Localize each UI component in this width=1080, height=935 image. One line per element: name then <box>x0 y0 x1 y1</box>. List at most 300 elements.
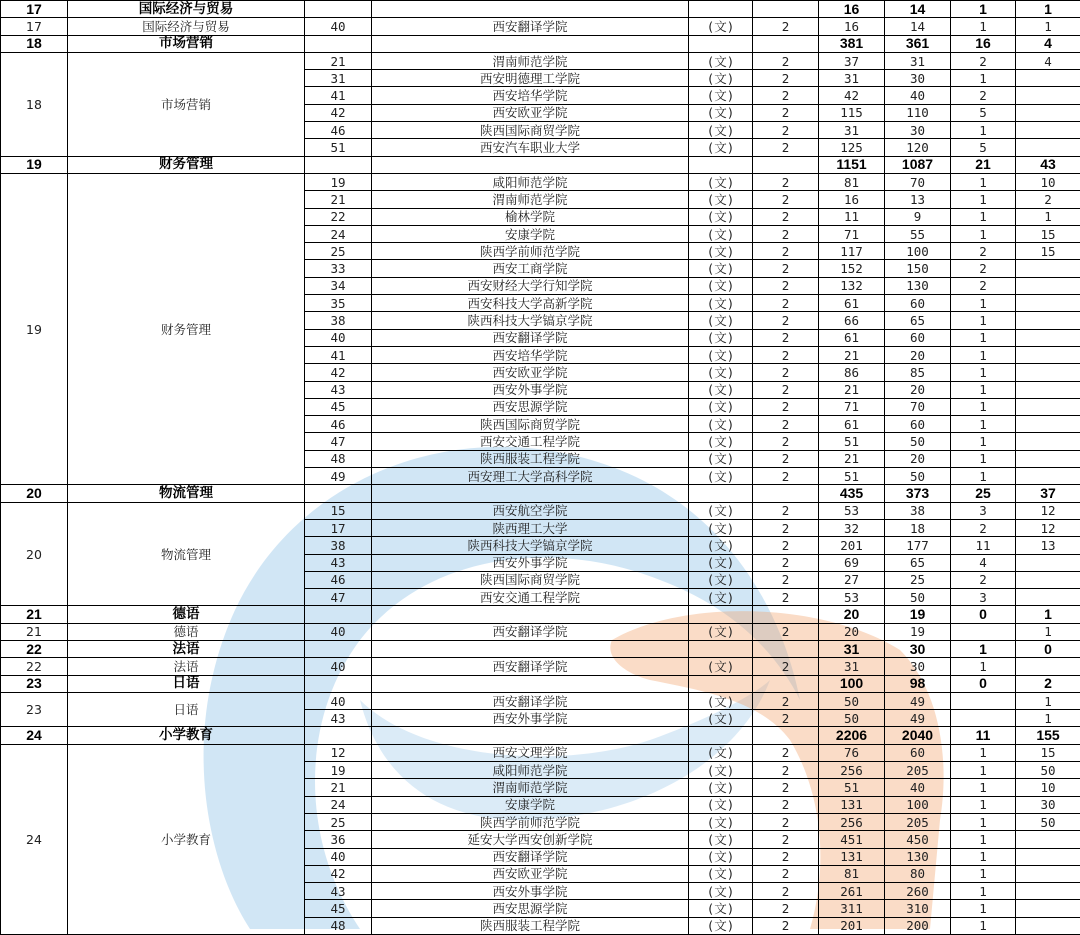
school-code: 36 <box>305 831 372 848</box>
table-row <box>1 692 1080 709</box>
col-3-count: 1 <box>951 122 1016 139</box>
school-code: 42 <box>305 865 372 882</box>
school-name: 西安外事学院 <box>372 710 689 727</box>
school-name: 西安工商学院 <box>372 260 689 277</box>
col-3-count <box>951 710 1016 727</box>
subject-type: (文) <box>689 692 753 709</box>
group-total-enrolled: 98 <box>885 675 951 692</box>
empty-cell <box>305 675 372 692</box>
program-years: 2 <box>753 416 819 433</box>
col-4-count <box>1016 468 1080 485</box>
col-3-count: 1 <box>951 18 1016 35</box>
school-name: 安康学院 <box>372 796 689 813</box>
subject-type: (文) <box>689 779 753 796</box>
table-body <box>1 1 1080 935</box>
school-name: 西安交通工程学院 <box>372 433 689 450</box>
group-id: 17 <box>1 1 68 18</box>
enrolled-count: 65 <box>885 554 951 571</box>
col-4-count: 1 <box>1016 692 1080 709</box>
school-code: 40 <box>305 692 372 709</box>
enrolled-count: 60 <box>885 329 951 346</box>
school-name: 渭南师范学院 <box>372 191 689 208</box>
col-3-count: 1 <box>951 173 1016 190</box>
plan-count: 21 <box>819 381 885 398</box>
enrolled-count: 40 <box>885 779 951 796</box>
school-name: 陕西学前师范学院 <box>372 243 689 260</box>
program-years: 2 <box>753 295 819 312</box>
group-total-col4: 2 <box>1016 675 1080 692</box>
col-4-count <box>1016 122 1080 139</box>
col-4-count <box>1016 329 1080 346</box>
school-code: 41 <box>305 87 372 104</box>
group-total-col3: 0 <box>951 675 1016 692</box>
empty-cell <box>753 35 819 52</box>
school-code: 46 <box>305 416 372 433</box>
enrolled-count: 55 <box>885 225 951 242</box>
subject-type: (文) <box>689 260 753 277</box>
school-name: 西安翻译学院 <box>372 623 689 640</box>
school-name: 西安航空学院 <box>372 502 689 519</box>
plan-count: 201 <box>819 917 885 934</box>
col-4-count: 4 <box>1016 52 1080 69</box>
school-code: 43 <box>305 710 372 727</box>
col-4-count <box>1016 277 1080 294</box>
program-years: 2 <box>753 883 819 900</box>
col-4-count: 30 <box>1016 796 1080 813</box>
col-3-count: 1 <box>951 917 1016 934</box>
program-years: 2 <box>753 346 819 363</box>
row-major-id: 19 <box>1 173 68 484</box>
col-4-count <box>1016 831 1080 848</box>
school-name: 陕西理工大学 <box>372 519 689 536</box>
enrolled-count: 177 <box>885 537 951 554</box>
row-major-name: 国际经济与贸易 <box>68 18 305 35</box>
enrolled-count: 9 <box>885 208 951 225</box>
enrolled-count: 14 <box>885 18 951 35</box>
program-years: 2 <box>753 865 819 882</box>
col-3-count: 3 <box>951 502 1016 519</box>
empty-cell <box>753 485 819 502</box>
enrolled-count: 50 <box>885 468 951 485</box>
school-code: 43 <box>305 883 372 900</box>
table-row <box>1 173 1080 190</box>
enrolled-count: 19 <box>885 623 951 640</box>
empty-cell <box>689 485 753 502</box>
group-total-plan: 381 <box>819 35 885 52</box>
subject-type: (文) <box>689 329 753 346</box>
col-4-count: 15 <box>1016 243 1080 260</box>
plan-count: 311 <box>819 900 885 917</box>
empty-cell <box>689 1 753 18</box>
col-3-count: 2 <box>951 277 1016 294</box>
school-name: 渭南师范学院 <box>372 52 689 69</box>
program-years: 2 <box>753 225 819 242</box>
plan-count: 53 <box>819 589 885 606</box>
subject-type: (文) <box>689 658 753 675</box>
plan-count: 21 <box>819 346 885 363</box>
plan-count: 42 <box>819 87 885 104</box>
enrolled-count: 50 <box>885 433 951 450</box>
school-code: 33 <box>305 260 372 277</box>
plan-count: 50 <box>819 692 885 709</box>
program-years: 2 <box>753 468 819 485</box>
school-code: 40 <box>305 329 372 346</box>
school-code: 43 <box>305 554 372 571</box>
subject-type: (文) <box>689 762 753 779</box>
enrolled-count: 13 <box>885 191 951 208</box>
empty-cell <box>372 606 689 623</box>
empty-cell <box>372 675 689 692</box>
subject-type: (文) <box>689 208 753 225</box>
program-years: 2 <box>753 658 819 675</box>
empty-cell <box>372 1 689 18</box>
school-code: 34 <box>305 277 372 294</box>
program-years: 2 <box>753 381 819 398</box>
group-id: 23 <box>1 675 68 692</box>
school-name: 陕西科技大学镐京学院 <box>372 312 689 329</box>
school-code: 42 <box>305 104 372 121</box>
program-years: 2 <box>753 191 819 208</box>
col-3-count: 1 <box>951 208 1016 225</box>
program-years: 2 <box>753 208 819 225</box>
school-code: 25 <box>305 243 372 260</box>
empty-cell <box>372 640 689 657</box>
subject-type: (文) <box>689 519 753 536</box>
group-header-row <box>1 1 1080 18</box>
subject-type: (文) <box>689 70 753 87</box>
group-total-col4: 4 <box>1016 35 1080 52</box>
table-row <box>1 502 1080 519</box>
col-4-count <box>1016 312 1080 329</box>
school-code: 38 <box>305 312 372 329</box>
col-4-count: 1 <box>1016 710 1080 727</box>
subject-type: (文) <box>689 554 753 571</box>
program-years: 2 <box>753 900 819 917</box>
plan-count: 50 <box>819 710 885 727</box>
enrolled-count: 18 <box>885 519 951 536</box>
subject-type: (文) <box>689 468 753 485</box>
enrolled-count: 100 <box>885 796 951 813</box>
plan-count: 37 <box>819 52 885 69</box>
enrolled-count: 70 <box>885 173 951 190</box>
col-4-count <box>1016 883 1080 900</box>
plan-count: 27 <box>819 571 885 588</box>
school-name: 西安翻译学院 <box>372 329 689 346</box>
plan-count: 61 <box>819 416 885 433</box>
enrolled-count: 20 <box>885 381 951 398</box>
empty-cell <box>305 640 372 657</box>
group-total-enrolled: 1087 <box>885 156 951 173</box>
group-id: 22 <box>1 640 68 657</box>
group-name: 物流管理 <box>68 485 305 502</box>
school-code: 40 <box>305 18 372 35</box>
program-years: 2 <box>753 450 819 467</box>
program-years: 2 <box>753 52 819 69</box>
row-major-name: 日语 <box>68 692 305 727</box>
col-3-count: 1 <box>951 883 1016 900</box>
program-years: 2 <box>753 87 819 104</box>
subject-type: (文) <box>689 416 753 433</box>
plan-count: 20 <box>819 623 885 640</box>
subject-type: (文) <box>689 104 753 121</box>
col-4-count <box>1016 589 1080 606</box>
school-name: 西安翻译学院 <box>372 848 689 865</box>
row-major-name: 法语 <box>68 658 305 675</box>
school-code: 35 <box>305 295 372 312</box>
group-header-row <box>1 675 1080 692</box>
col-3-count: 2 <box>951 243 1016 260</box>
enrolled-count: 205 <box>885 813 951 830</box>
school-code: 46 <box>305 122 372 139</box>
empty-cell <box>753 1 819 18</box>
subject-type: (文) <box>689 173 753 190</box>
group-total-col4: 0 <box>1016 640 1080 657</box>
subject-type: (文) <box>689 243 753 260</box>
group-total-enrolled: 361 <box>885 35 951 52</box>
group-name: 小学教育 <box>68 727 305 744</box>
school-name: 渭南师范学院 <box>372 779 689 796</box>
group-header-row <box>1 727 1080 744</box>
col-4-count: 50 <box>1016 762 1080 779</box>
plan-count: 31 <box>819 70 885 87</box>
plan-count: 256 <box>819 813 885 830</box>
col-3-count: 1 <box>951 329 1016 346</box>
school-name: 咸阳师范学院 <box>372 762 689 779</box>
row-major-id: 21 <box>1 623 68 640</box>
program-years: 2 <box>753 502 819 519</box>
subject-type: (文) <box>689 744 753 761</box>
program-years: 2 <box>753 329 819 346</box>
group-id: 19 <box>1 156 68 173</box>
enrolled-count: 60 <box>885 744 951 761</box>
enrolled-count: 310 <box>885 900 951 917</box>
group-header-row <box>1 35 1080 52</box>
col-4-count: 10 <box>1016 173 1080 190</box>
col-4-count: 12 <box>1016 519 1080 536</box>
school-name: 西安欧亚学院 <box>372 104 689 121</box>
col-4-count: 50 <box>1016 813 1080 830</box>
col-3-count: 5 <box>951 139 1016 156</box>
group-total-enrolled: 14 <box>885 1 951 18</box>
school-code: 21 <box>305 779 372 796</box>
col-3-count: 1 <box>951 900 1016 917</box>
empty-cell <box>689 727 753 744</box>
group-total-plan: 20 <box>819 606 885 623</box>
program-years: 2 <box>753 277 819 294</box>
plan-count: 11 <box>819 208 885 225</box>
empty-cell <box>305 485 372 502</box>
col-3-count: 1 <box>951 346 1016 363</box>
school-name: 西安汽车职业大学 <box>372 139 689 156</box>
plan-count: 16 <box>819 191 885 208</box>
plan-count: 115 <box>819 104 885 121</box>
group-name: 市场营销 <box>68 35 305 52</box>
row-major-id: 23 <box>1 692 68 727</box>
school-name: 安康学院 <box>372 225 689 242</box>
col-4-count <box>1016 87 1080 104</box>
subject-type: (文) <box>689 381 753 398</box>
school-code: 24 <box>305 225 372 242</box>
subject-type: (文) <box>689 813 753 830</box>
school-code: 51 <box>305 139 372 156</box>
enrolled-count: 60 <box>885 416 951 433</box>
school-name: 西安翻译学院 <box>372 658 689 675</box>
col-3-count <box>951 692 1016 709</box>
col-4-count <box>1016 346 1080 363</box>
program-years: 2 <box>753 122 819 139</box>
col-3-count: 1 <box>951 848 1016 865</box>
subject-type: (文) <box>689 831 753 848</box>
enrolled-count: 205 <box>885 762 951 779</box>
col-3-count: 2 <box>951 571 1016 588</box>
school-code: 12 <box>305 744 372 761</box>
empty-cell <box>689 675 753 692</box>
subject-type: (文) <box>689 346 753 363</box>
program-years: 2 <box>753 398 819 415</box>
school-code: 45 <box>305 398 372 415</box>
subject-type: (文) <box>689 122 753 139</box>
program-years: 2 <box>753 260 819 277</box>
program-years: 2 <box>753 173 819 190</box>
group-total-enrolled: 2040 <box>885 727 951 744</box>
group-header-row <box>1 606 1080 623</box>
school-code: 40 <box>305 848 372 865</box>
enrolled-count: 49 <box>885 710 951 727</box>
group-total-enrolled: 373 <box>885 485 951 502</box>
plan-count: 53 <box>819 502 885 519</box>
col-4-count <box>1016 450 1080 467</box>
col-3-count: 1 <box>951 225 1016 242</box>
row-major-id: 18 <box>1 52 68 156</box>
plan-count: 61 <box>819 295 885 312</box>
col-4-count <box>1016 917 1080 934</box>
col-3-count: 1 <box>951 416 1016 433</box>
empty-cell <box>305 1 372 18</box>
school-name: 西安欧亚学院 <box>372 865 689 882</box>
plan-count: 51 <box>819 433 885 450</box>
col-4-count: 1 <box>1016 18 1080 35</box>
enrolled-count: 30 <box>885 658 951 675</box>
col-4-count: 2 <box>1016 191 1080 208</box>
empty-cell <box>753 640 819 657</box>
table-row <box>1 52 1080 69</box>
program-years: 2 <box>753 589 819 606</box>
school-code: 21 <box>305 191 372 208</box>
group-header-row <box>1 485 1080 502</box>
plan-count: 51 <box>819 779 885 796</box>
school-code: 46 <box>305 571 372 588</box>
col-4-count: 15 <box>1016 744 1080 761</box>
group-name: 日语 <box>68 675 305 692</box>
subject-type: (文) <box>689 18 753 35</box>
enrolled-count: 20 <box>885 450 951 467</box>
school-code: 17 <box>305 519 372 536</box>
school-name: 陕西国际商贸学院 <box>372 571 689 588</box>
enrolled-count: 65 <box>885 312 951 329</box>
col-4-count <box>1016 900 1080 917</box>
subject-type: (文) <box>689 87 753 104</box>
plan-count: 16 <box>819 18 885 35</box>
group-name: 财务管理 <box>68 156 305 173</box>
subject-type: (文) <box>689 796 753 813</box>
enrolled-count: 31 <box>885 52 951 69</box>
school-code: 47 <box>305 433 372 450</box>
table-row <box>1 18 1080 35</box>
col-4-count <box>1016 295 1080 312</box>
group-total-col4: 1 <box>1016 1 1080 18</box>
group-name: 法语 <box>68 640 305 657</box>
group-total-col4: 155 <box>1016 727 1080 744</box>
subject-type: (文) <box>689 865 753 882</box>
group-total-col3: 0 <box>951 606 1016 623</box>
plan-count: 66 <box>819 312 885 329</box>
empty-cell <box>372 156 689 173</box>
program-years: 2 <box>753 692 819 709</box>
col-4-count <box>1016 848 1080 865</box>
enrolled-count: 30 <box>885 70 951 87</box>
plan-count: 31 <box>819 122 885 139</box>
row-major-name: 德语 <box>68 623 305 640</box>
col-4-count <box>1016 554 1080 571</box>
col-4-count <box>1016 104 1080 121</box>
empty-cell <box>689 35 753 52</box>
col-4-count <box>1016 571 1080 588</box>
program-years: 2 <box>753 70 819 87</box>
enrolled-count: 130 <box>885 277 951 294</box>
group-total-col3: 25 <box>951 485 1016 502</box>
subject-type: (文) <box>689 225 753 242</box>
program-years: 2 <box>753 519 819 536</box>
school-name: 陕西服装工程学院 <box>372 917 689 934</box>
group-total-col4: 43 <box>1016 156 1080 173</box>
school-code: 21 <box>305 52 372 69</box>
school-name: 西安理工大学高科学院 <box>372 468 689 485</box>
group-name: 德语 <box>68 606 305 623</box>
enrolled-count: 30 <box>885 122 951 139</box>
plan-count: 132 <box>819 277 885 294</box>
plan-count: 31 <box>819 658 885 675</box>
school-code: 15 <box>305 502 372 519</box>
col-4-count: 1 <box>1016 623 1080 640</box>
subject-type: (文) <box>689 52 753 69</box>
program-years: 2 <box>753 139 819 156</box>
plan-count: 69 <box>819 554 885 571</box>
col-3-count: 1 <box>951 831 1016 848</box>
group-id: 18 <box>1 35 68 52</box>
plan-count: 71 <box>819 398 885 415</box>
school-code: 42 <box>305 364 372 381</box>
school-name: 西安外事学院 <box>372 554 689 571</box>
school-name: 西安科技大学高新学院 <box>372 295 689 312</box>
enrolled-count: 50 <box>885 589 951 606</box>
school-code: 45 <box>305 900 372 917</box>
school-code: 41 <box>305 346 372 363</box>
col-3-count: 1 <box>951 450 1016 467</box>
school-code: 48 <box>305 917 372 934</box>
group-id: 20 <box>1 485 68 502</box>
col-3-count: 1 <box>951 70 1016 87</box>
enrolled-count: 120 <box>885 139 951 156</box>
col-3-count: 1 <box>951 295 1016 312</box>
table-row <box>1 658 1080 675</box>
plan-count: 32 <box>819 519 885 536</box>
school-code: 40 <box>305 623 372 640</box>
row-major-name: 财务管理 <box>68 173 305 484</box>
empty-cell <box>689 606 753 623</box>
school-name: 西安欧亚学院 <box>372 364 689 381</box>
subject-type: (文) <box>689 312 753 329</box>
group-total-enrolled: 30 <box>885 640 951 657</box>
